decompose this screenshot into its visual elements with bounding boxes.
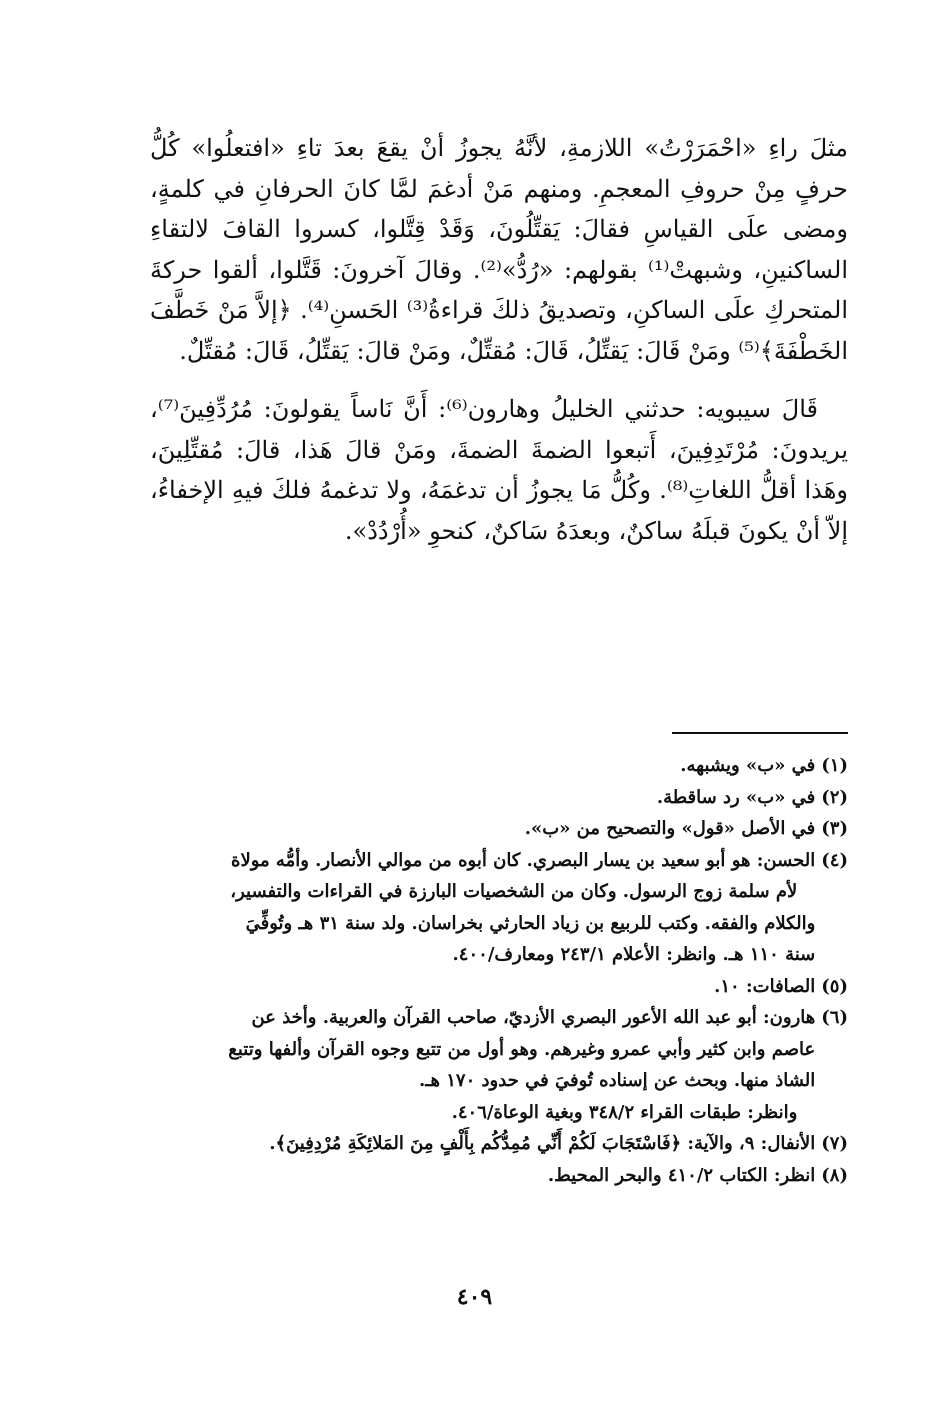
- footnote-2: [150, 782, 848, 814]
- footnote-line: في «ب» ويشبهه.: [680, 755, 816, 776]
- footnote-4: [150, 845, 848, 971]
- footnote-line: سنة ١١٠ هـ. وانظر: الأعلام ٢٤٣/١ ومعارف/٤٠٠.: [452, 944, 816, 965]
- footnote-line: انظر: الكتاب ٤١٠/٢ والبحر المحيط.: [547, 1164, 816, 1186]
- footnote-line: الأنفال: ٩، والآية: ﴿فَاسْتَجَابَ لَكُمْ أَنِّي مُمِدُّكُم بِأَلْفٍ مِنَ المَلائِكَةِ مُرْدِفِينَ﴾.: [269, 1133, 816, 1154]
- footnote-line: عاصم وابن كثير وأبي عمرو وغيرهم. وهو أول من تتبع وجوه القرآن وألفها وتتبع: [228, 1038, 816, 1060]
- paragraph-1: مثلَ راءِ «احْمَرَرْتُ» اللازمةِ، لأنَّهُ يجوزُ أنْ يقعَ بعدَ تاءِ «افتعلُوا» كُلُّ حرفٍ مِنْ حروفِ المعجمِ. ومنهم مَنْ أدغمَ لمَّا كانَ الحرفانِ في كلمةٍ، ومضى علَى القياسِ فقالَ: يَقتِّلُونَ، وَقَدْ قِتَّلوا، كسروا القافَ لالتقاءِ الساكنينِ، وشبهتْ⁽¹⁾ بقولهم: «رُدُّ»⁽²⁾. وقالَ آخرونَ: قَتَّلوا، ألقوا حركةَ المتحركِ علَى الساكنِ، وتصديقُ ذلكَ قراءةُ⁽³⁾ الحَسنِ⁽⁴⁾. ﴿إلاَّ مَنْ خَطَّفَ الخَطْفَةَ﴾⁽⁵⁾ ومَنْ قَالَ: يَقتِّلُ، قَالَ: مُقتِّلٌ، ومَنْ قالَ: يَقتِّلُ، قَالَ: مُقتِّلٌ.: [150, 134, 849, 365]
- footnote-line: هارون: أبو عبد الله الأعور البصري الأزديّ، صاحب القرآن والعربية. وأخذ عن: [251, 1007, 816, 1028]
- footnote-number: (١): [821, 755, 848, 776]
- footnote-1: [150, 750, 848, 782]
- footnote-number: (٣): [821, 818, 848, 839]
- footnote-3: [150, 813, 848, 845]
- footnote-line: الشاذ منها. وبحث عن إسناده تُوفيَ في حدود ١٧٠ هـ.: [418, 1070, 816, 1091]
- footnote-6: [150, 1002, 848, 1128]
- footnote-7: [150, 1128, 848, 1160]
- footnote-8: [150, 1160, 848, 1192]
- footnote-number: (٨): [821, 1164, 848, 1186]
- paragraph-2: قَالَ سيبويه: حدثني الخليلُ وهارون⁽⁶⁾: أَنَّ نَاساً يقولونَ: مُرُدِّفِينَ⁽⁷⁾، يريدونَ: مُرْتَدِفِينَ، أَتبعوا الضمةَ الضمةَ، ومَنْ قالَ هَذا، قالَ: مُقتِّلِينَ، وهَذا أقلُّ اللغاتِ⁽⁸⁾. وكُلُّ مَا يجوزُ أن تدغمَهُ، ولا تدغمهُ فلكَ فيهِ الإخفاءُ، إلاّ أنْ يكونَ قبلَهُ ساكنٌ، وبعدَهُ سَاكنٌ، كنحوِ «أُرْدُدْ».: [150, 395, 849, 545]
- footnote-number: (٢): [821, 786, 848, 808]
- footnote-number: (٤): [821, 849, 848, 871]
- footnote-number: (٧): [821, 1133, 848, 1154]
- page-number: ٤٠٩: [456, 1284, 493, 1310]
- footnote-line: في «ب» رد ساقطة.: [656, 786, 816, 808]
- footnote-line: وانظر: طبقات القراء ٣٤٨/٢ وبغية الوعاة/٤٠٦.: [451, 1101, 798, 1123]
- footnotes: [150, 750, 848, 1191]
- footnote-line: في الأصل «قول» والتصحيح من «ب».: [524, 818, 816, 839]
- footnote-line: والكلام والفقه. وكتب للربيع بن زياد الحارثي بخراسان. ولد سنة ٣١ هـ وتُوفِّيَ: [245, 912, 816, 934]
- footnote-separator: [672, 732, 848, 734]
- footnote-5: [150, 971, 848, 1003]
- footnote-line: الحسن: هو أبو سعيد بن يسار البصري. كان أبوه من موالي الأنصار. وأمُّه مولاة: [231, 849, 816, 871]
- footnote-line: الصافات: ١٠.: [714, 975, 816, 997]
- footnote-number: (٥): [821, 975, 848, 997]
- main-text: [150, 128, 848, 551]
- footnote-line: لأم سلمة زوج الرسول. وكان من الشخصيات البارزة في القراءات والتفسير،: [230, 881, 798, 902]
- footnote-number: (٦): [821, 1007, 848, 1028]
